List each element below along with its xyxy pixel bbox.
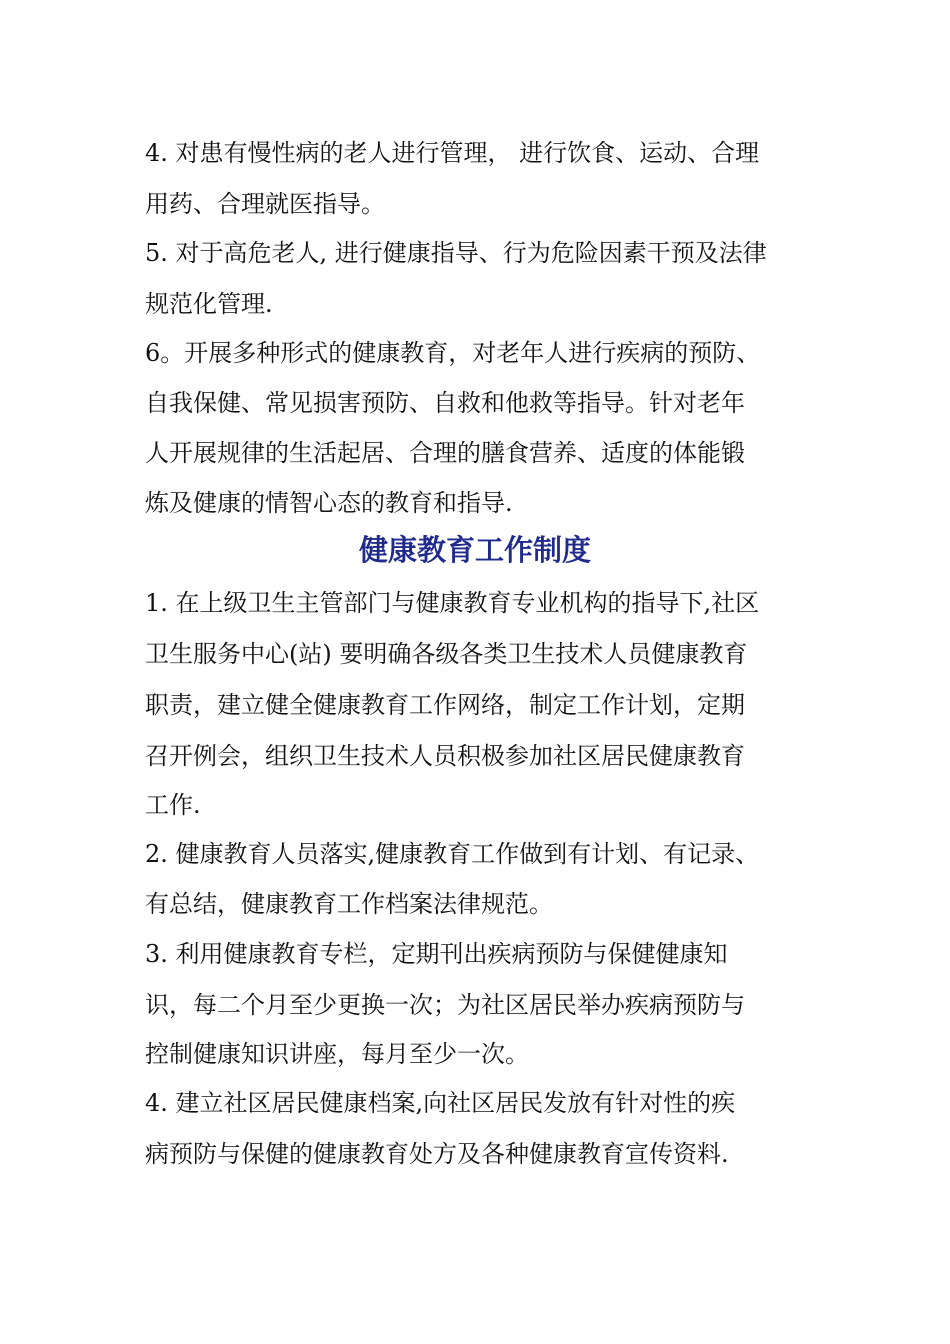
section-title: 健康教育工作制度 — [358, 533, 591, 567]
paragraph-line: 人开展规律的生活起居、合理的膳食营养、适度的体能锻 — [145, 439, 745, 467]
paragraph-line: 工作. — [145, 791, 201, 819]
paragraph-line: 卫生服务中心(站) 要明确各级各类卫生技术人员健康教育 — [145, 640, 748, 668]
paragraph-line: 炼及健康的情智心态的教育和指导. — [145, 489, 513, 517]
paragraph-line: 用药、合理就医指导。 — [145, 190, 385, 218]
paragraph-line: 3. 利用健康教育专栏，定期刊出疾病预防与保健健康知 — [145, 940, 728, 968]
paragraph-line: 1. 在上级卫生主管部门与健康教育专业机构的指导下,社区 — [145, 589, 760, 617]
paragraph-line: 2. 健康教育人员落实,健康教育工作做到有计划、有记录、 — [145, 840, 760, 868]
paragraph-line: 自我保健、常见损害预防、自救和他救等指导。针对老年 — [145, 389, 745, 417]
paragraph-line: 6。开展多种形式的健康教育，对老年人进行疾病的预防、 — [145, 339, 761, 367]
paragraph-line: 病预防与保健的健康教育处方及各种健康教育宣传资料. — [145, 1140, 729, 1168]
paragraph-line: 4. 对患有慢性病的老人进行管理， 进行饮食、运动、合理 — [145, 139, 760, 167]
paragraph-line: 4. 建立社区居民健康档案,向社区居民发放有针对性的疾 — [145, 1089, 736, 1117]
paragraph-line: 规范化管理. — [145, 290, 273, 318]
paragraph-line: 召开例会，组织卫生技术人员积极参加社区居民健康教育 — [145, 742, 745, 770]
paragraph-line: 控制健康知识讲座，每月至少一次。 — [145, 1040, 529, 1068]
paragraph-line: 5. 对于高危老人, 进行健康指导、行为危险因素干预及法律 — [145, 239, 767, 267]
paragraph-line: 职责，建立健全健康教育工作网络，制定工作计划，定期 — [145, 691, 745, 719]
paragraph-line: 识，每二个月至少更换一次；为社区居民举办疾病预防与 — [145, 991, 745, 1019]
paragraph-line: 有总结，健康教育工作档案法律规范。 — [145, 890, 553, 918]
